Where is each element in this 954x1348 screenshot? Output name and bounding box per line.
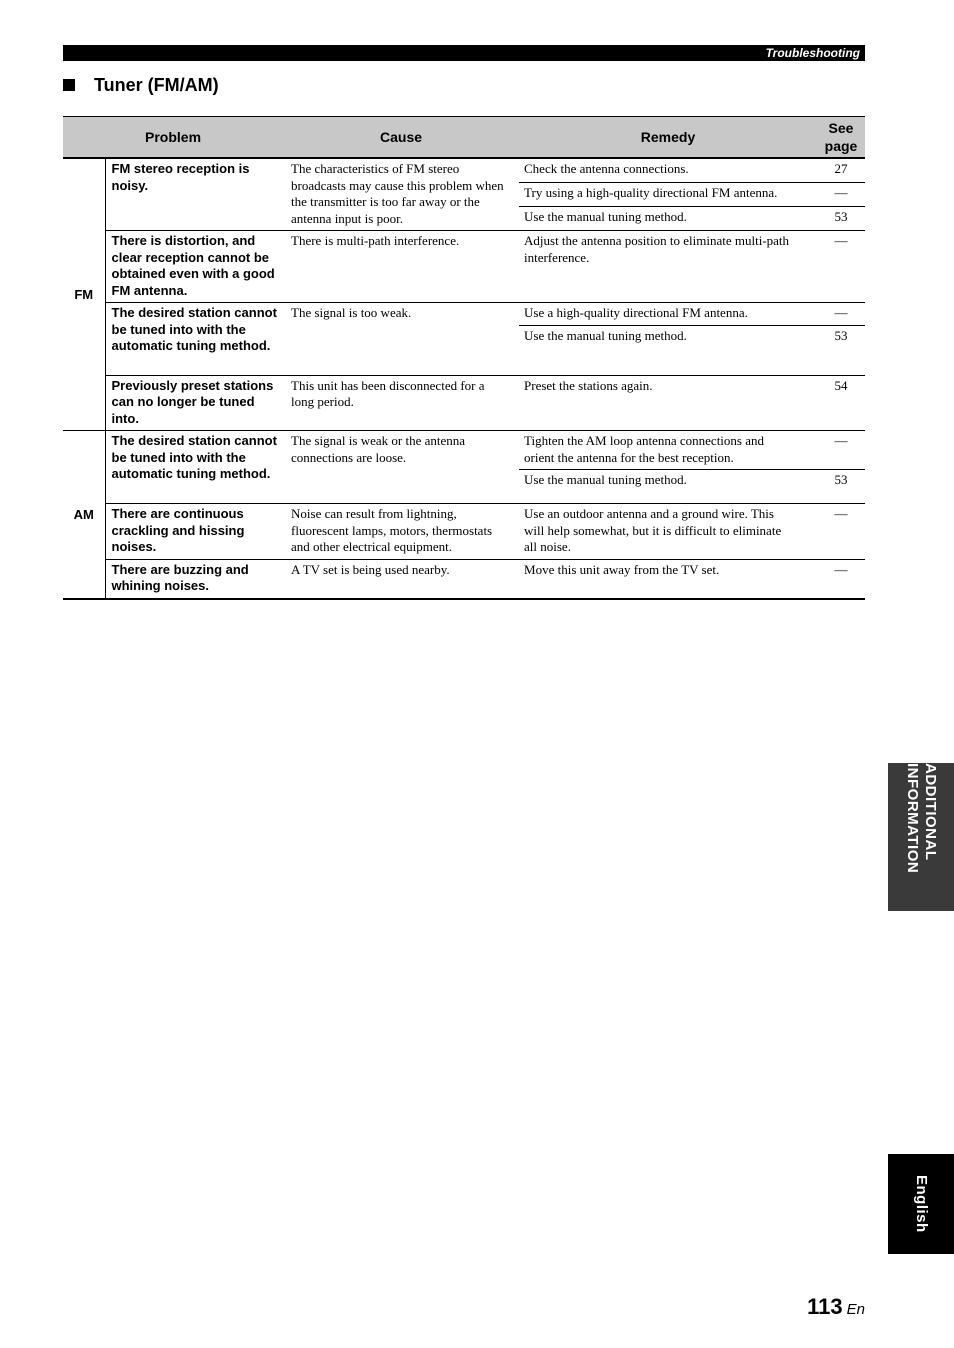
page-cell: — (817, 559, 865, 599)
troubleshooting-table (63, 116, 865, 600)
cause-cell: Noise can result from lightning, fluorescent lamps, motors, thermostats and other electrical equipment. (283, 504, 519, 560)
page-number-value: 113 (807, 1294, 843, 1319)
remedy-cell: Tighten the AM loop antenna connections and orient the antenna for the best reception. (519, 431, 817, 470)
page-number (807, 1294, 865, 1323)
table-row (63, 303, 865, 326)
remedy-cell: Use a high-quality directional FM antenna. (519, 303, 817, 326)
remedy-cell: Preset the stations again. (519, 375, 817, 431)
column-header-cause: Cause (283, 117, 519, 159)
problem-cell: There are buzzing and whining noises. (105, 559, 283, 599)
table-row (63, 231, 865, 303)
header-bar (63, 45, 865, 61)
remedy-cell: Use the manual tuning method. (519, 470, 817, 504)
side-tab-label: English (913, 1175, 930, 1233)
problem-cell: There is distortion, and clear reception cannot be obtained even with a good FM antenna. (105, 231, 283, 303)
page-cell: — (817, 431, 865, 470)
problem-cell: Previously preset stations can no longer be tuned into. (105, 375, 283, 431)
page-cell: 53 (817, 207, 865, 231)
page-cell: 53 (817, 470, 865, 504)
table-row (63, 158, 865, 183)
section-title (63, 74, 219, 96)
cause-cell: The characteristics of FM stereo broadcasts may cause this problem when the transmitter is too far away or the antenna input is poor. (283, 158, 519, 231)
cause-cell: This unit has been disconnected for a long period. (283, 375, 519, 431)
column-header-see-page: See page (817, 117, 865, 159)
group-label-am: AM (63, 431, 105, 599)
column-header-problem: Problem (63, 117, 283, 159)
table-row (63, 375, 865, 431)
square-bullet-icon (63, 79, 75, 91)
group-label-fm: FM (63, 158, 105, 431)
cause-cell: There is multi-path interference. (283, 231, 519, 303)
side-tab-label: ADDITIONAL INFORMATION (904, 763, 939, 874)
page-cell: — (817, 183, 865, 207)
page-cell: 53 (817, 325, 865, 375)
column-header-remedy: Remedy (519, 117, 817, 159)
page-cell: 27 (817, 158, 865, 183)
problem-cell: There are continuous crackling and hissing noises. (105, 504, 283, 560)
page-cell: — (817, 504, 865, 560)
page-cell: — (817, 231, 865, 303)
cause-cell: A TV set is being used nearby. (283, 559, 519, 599)
table-header-row (63, 117, 865, 159)
remedy-cell: Adjust the antenna position to eliminate multi-path interference. (519, 231, 817, 303)
page-cell: 54 (817, 375, 865, 431)
remedy-cell: Use the manual tuning method. (519, 325, 817, 375)
table-row (63, 504, 865, 560)
table-row (63, 431, 865, 470)
remedy-cell: Use the manual tuning method. (519, 207, 817, 231)
page-cell: — (817, 303, 865, 326)
remedy-cell: Check the antenna connections. (519, 158, 817, 183)
problem-cell: FM stereo reception is noisy. (105, 158, 283, 231)
remedy-cell: Move this unit away from the TV set. (519, 559, 817, 599)
page-lang-suffix: En (846, 1301, 865, 1318)
table-row (63, 559, 865, 599)
side-tab-additional-information[interactable] (888, 763, 954, 911)
cause-cell: The signal is too weak. (283, 303, 519, 376)
problem-cell: The desired station cannot be tuned into with the automatic tuning method. (105, 431, 283, 504)
section-title-text: Tuner (FM/AM) (94, 75, 219, 95)
header-label: Troubleshooting (765, 46, 860, 60)
remedy-cell: Try using a high-quality directional FM antenna. (519, 183, 817, 207)
side-tab-english[interactable] (888, 1154, 954, 1254)
problem-cell: The desired station cannot be tuned into with the automatic tuning method. (105, 303, 283, 376)
remedy-cell: Use an outdoor antenna and a ground wire. This will help somewhat, but it is difficult to eliminate all noise. (519, 504, 817, 560)
cause-cell: The signal is weak or the antenna connections are loose. (283, 431, 519, 504)
